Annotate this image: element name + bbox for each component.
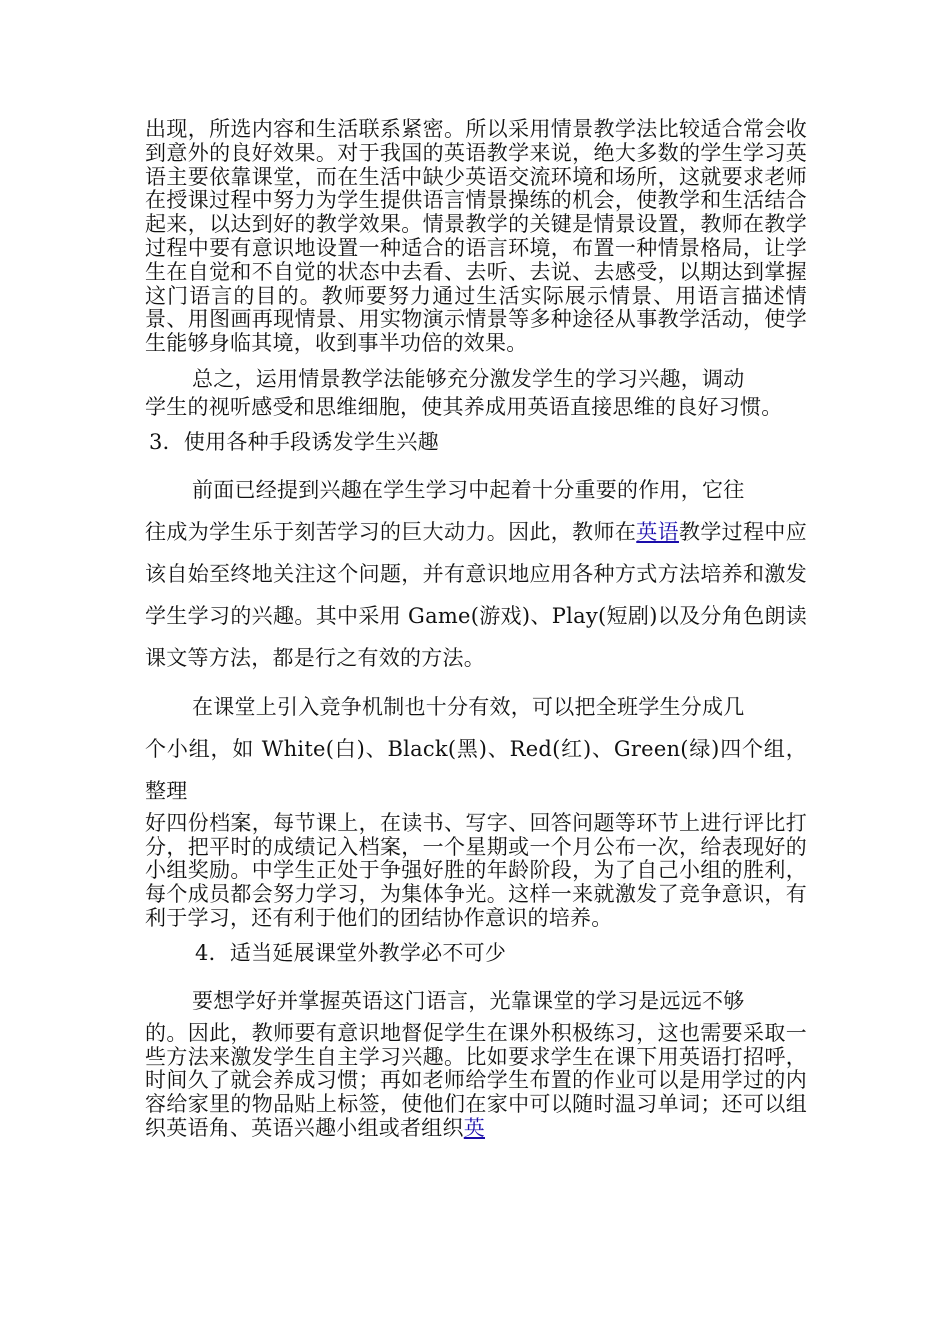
paragraph-text: 往成为学生乐于刻苦学习的巨大动力。因此，教师在	[145, 519, 637, 544]
paragraph-situational-teaching: 出现，所选内容和生活联系紧密。所以采用情景教学法比较适合常会收到意外的良好效果。对于我国的英语教学来说，绝大多数的学生学习英语主要依靠课堂，而在生活中缺少英语交流环境和场所，这就要求老师在授课过程中努力为学生提供语言情景操练的机会，使教学和生活结合起来，以达到好的教学效果。情景教学的关键是情景设置，教师在教学过程中要有意识地设置一种适合的语言环境，布置一种情景格局，让学生在自觉和不自觉的状态中去看、去听、去说、去感受，以期达到掌握这门语言的目的。教师要努力通过生活实际展示情景、用语言描述情景、用图画再现情景、用实物演示情景等多种途径从事教学活动，使学生能够身临其境，收到事半功倍的效果。	[145, 117, 807, 356]
paragraph-summary-line: 总之，运用情景教学法能够充分激发学生的学习兴趣，调动	[192, 366, 745, 391]
english-link[interactable]: 英语	[636, 519, 679, 544]
paragraph-summary-rest: 学生的视听感受和思维细胞，使其养成用英语直接思维的良好习惯。	[145, 394, 783, 419]
paragraph-competition-groups: 个小组，如 White(白)、Black(黑)、Red(红)、Green(绿)四个组，整理	[145, 736, 807, 803]
paragraph-extracurricular-rest	[145, 1022, 807, 1141]
section-heading-3: 3．使用各种手段诱发学生兴趣	[149, 429, 439, 454]
paragraph-extracurricular-line: 要想学好并掌握英语这门语言，光靠课堂的学习是远远不够	[192, 988, 745, 1013]
paragraph-interest-rest	[145, 511, 807, 679]
paragraph-competition-rest: 好四份档案，每节课上，在读书、写字、回答问题等环节上进行评比打分，把平时的成绩记入档案，一个星期或一个月公布一次，给表现好的小组奖励。中学生正处于争强好胜的年龄阶段，为了自己小组的胜利，每个成员都会努力学习，为集体争光。这样一来就激发了竞争意识，有利于学习，还有利于他们的团结协作意识的培养。	[145, 810, 807, 930]
english-link[interactable]: 英	[463, 1115, 485, 1140]
paragraph-text: 的。因此，教师要有意识地督促学生在课外积极练习，这也需要采取一些方法来激发学生自主学习兴趣。比如要求学生在课下用英语打招呼，时间久了就会养成习惯；再如老师给学生布置的作业可以是用学过的内容给家里的物品贴上标签，使他们在家中可以随时温习单词；还可以组织英语角、英语兴趣小组或者组织	[145, 1020, 807, 1140]
section-heading-4: 4．适当延展课堂外教学必不可少	[195, 940, 507, 965]
paragraph-competition-line: 在课堂上引入竞争机制也十分有效，可以把全班学生分成几	[192, 694, 745, 719]
paragraph-text: 教学过程中应该自始至终地关注这个问题，并有意识地应用各种方式方法培养和激发学生学习的兴趣。其中采用 Game(游戏)、Play(短剧)以及分角色朗读课文等方法，都是行之有效的方法。	[145, 519, 808, 670]
document-page	[145, 118, 807, 1141]
paragraph-interest-line: 前面已经提到兴趣在学生学习中起着十分重要的作用，它往	[192, 477, 745, 502]
